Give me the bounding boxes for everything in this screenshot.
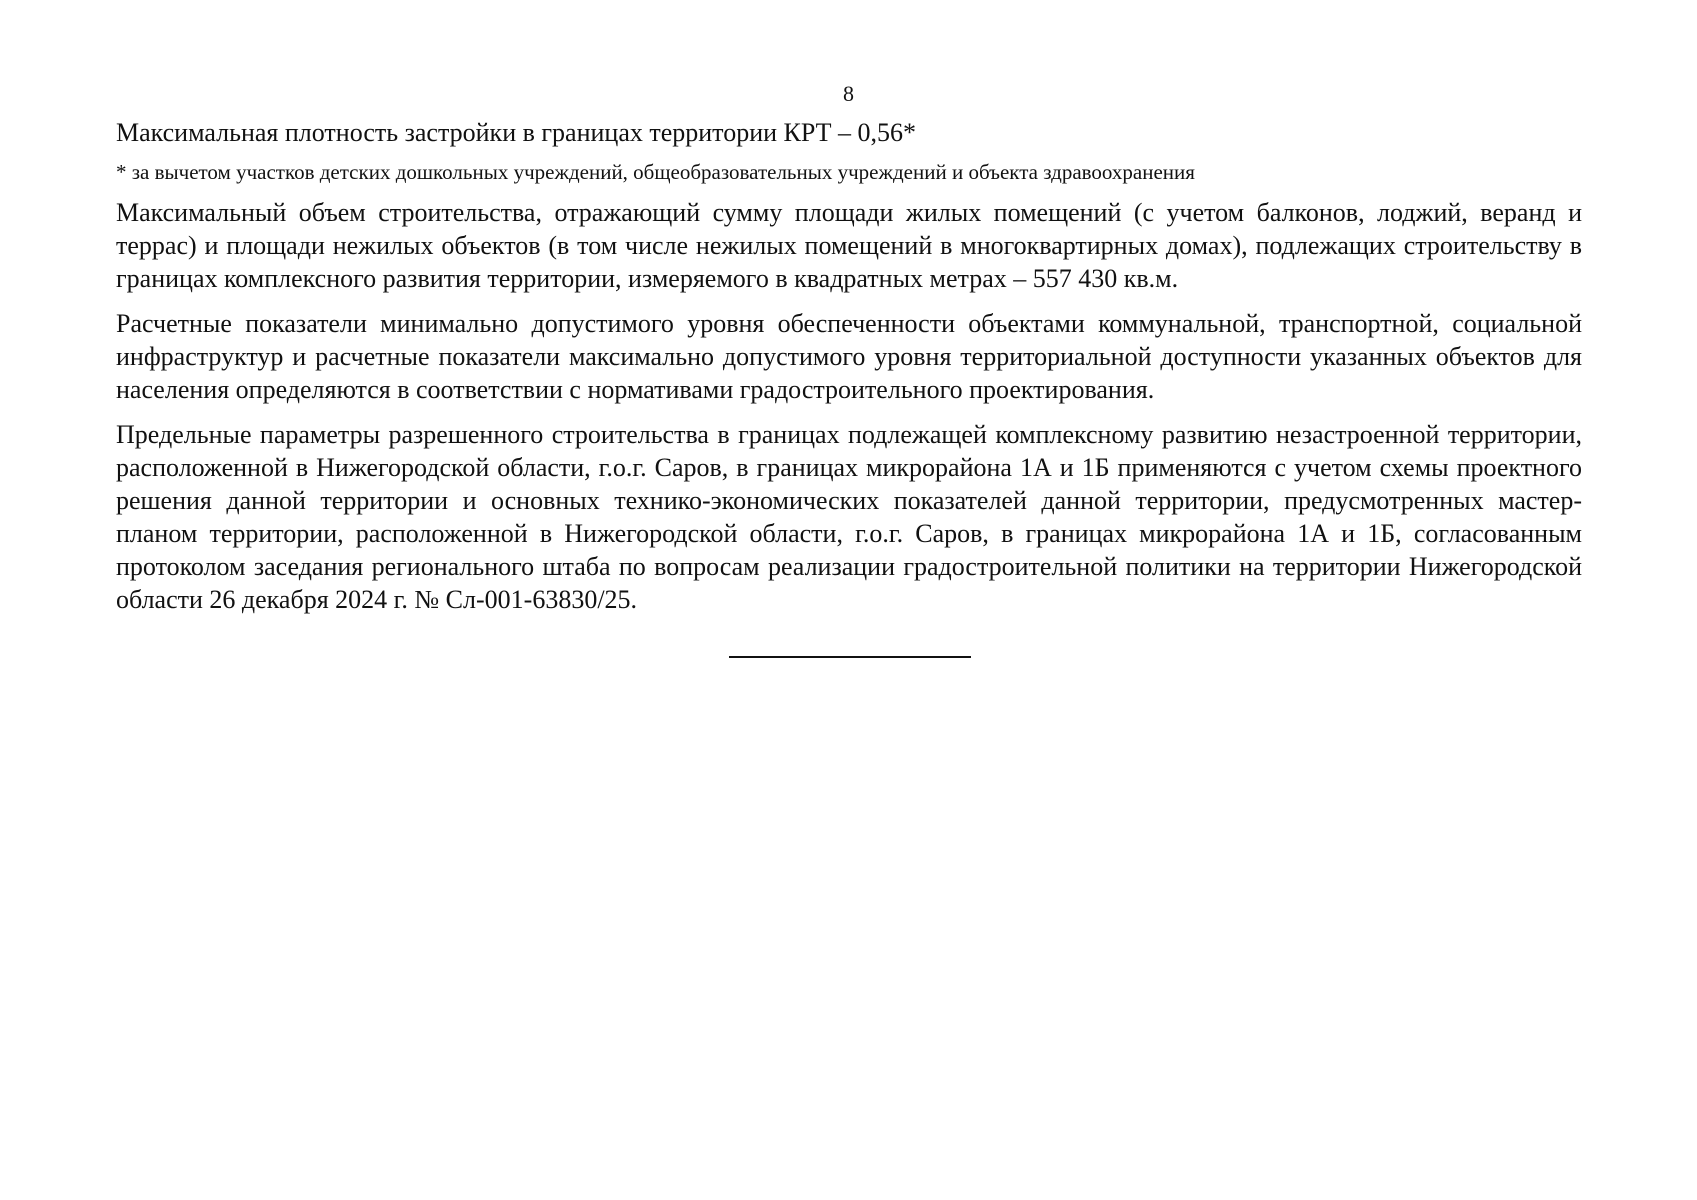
paragraph-construction-limits: Предельные параметры разрешенного строительства в границах подлежащей комплексному развитию незастроенной территории, расположенной в Нижегородской области, г.о.г. Саров, в границах микрорайона 1А и 1Б применяются с учетом схемы проектного решения данной территории и основных технико-экономических показателей данной территории, предусмотренных мастер-планом территории, расположенной в Нижегородской области, г.о.г. Саров, в границах микрорайона 1А и 1Б, согласованным протоколом заседания регионального штаба по вопросам реализации градостроительной политики на территории Нижегородской области 26 декабря 2024 г. № Сл-001-63830/25.: [116, 420, 1582, 614]
density-statement: Максимальная плотность застройки в границах территории КРТ – 0,56*: [116, 118, 917, 147]
end-rule: [729, 656, 971, 658]
page-number: 8: [843, 81, 854, 106]
document-body: [116, 116, 1582, 616]
paragraph-construction-volume: Максимальный объем строительства, отражающий сумму площади жилых помещений (с учетом балконов, лоджий, веранд и террас) и площади нежилых объектов (в том числе нежилых помещений в многоквартирных домах), подлежащих строительству в границах комплексного развития территории, измеряемого в квадратных метрах – 557 430 кв.м.: [116, 198, 1582, 293]
footnote: * за вычетом участков детских дошкольных учреждений, общеобразовательных учреждений и объекта здравоохранения: [116, 160, 1195, 184]
paragraph-infrastructure-indicators: Расчетные показатели минимально допустимого уровня обеспеченности объектами коммунальной, транспортной, социальной инфраструктур и расчетные показатели максимально допустимого уровня территориальной доступности указанных объектов для населения определяются в соответствии с нормативами градостроительного проектирования.: [116, 309, 1582, 404]
